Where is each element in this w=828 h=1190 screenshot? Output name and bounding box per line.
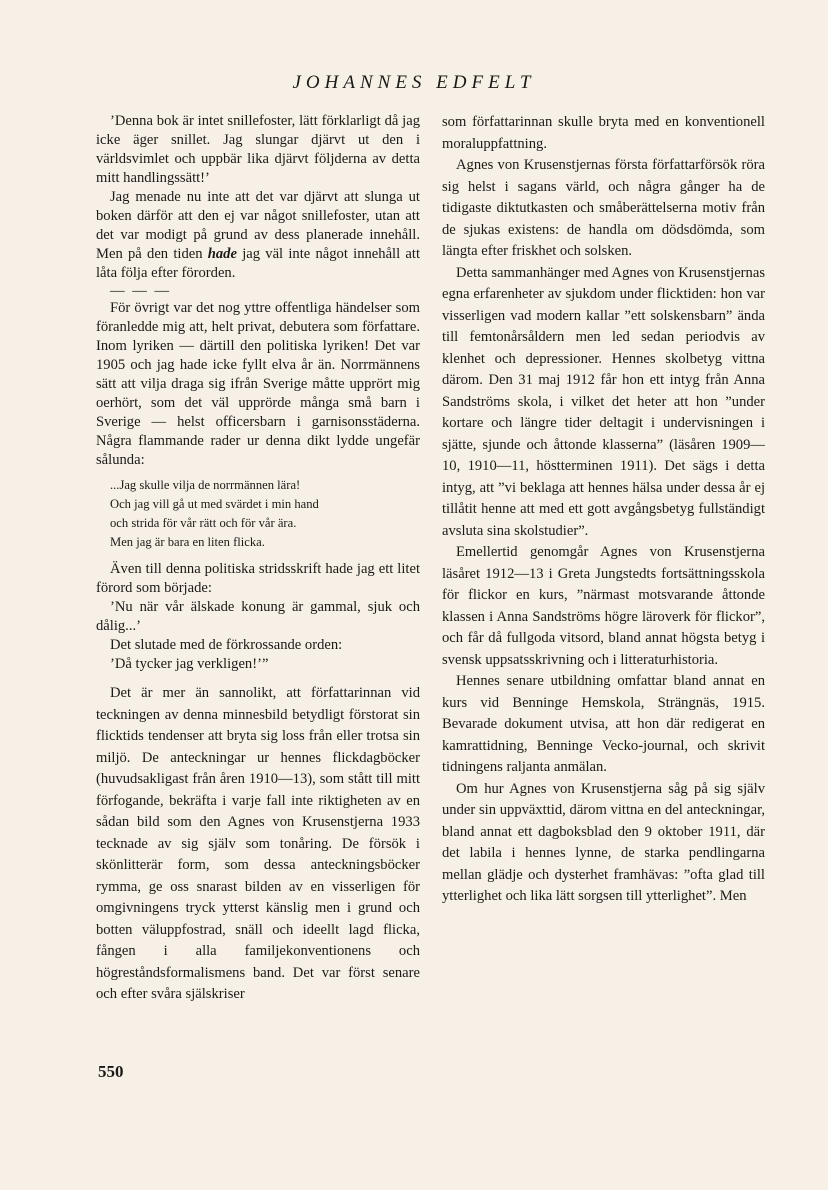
paragraph-illness: Detta sammanhänger med Agnes von Krusenstjernas egna erfarenheter av sjukdom under flicktiden: hon var visserligen vad modern kallar ”ett solskensbarn” ända till femtonårsåldern men led sedan periodvis av klenhet och depressioner. Hennes skolbetyg vittna därom. Den 31 maj 1912 får hon ett intyg från Anna Sandströms skola, i vilket det heter att hon ”under kortare och längre tider deltagit i undervisningen i sjätte, sjunde och åttonde klasserna” (läsåren 1909—10, 1910—11, höstterminen 1911). Det sägs i detta intyg, att ”vi beklaga att hennes hälsa under dessa år ej tillåtit henne att med ett gott avgångsbetyg fullständigt avsluta sina skolstudier”. — [442, 264, 765, 539]
paragraph-continuation: som författarinnan skulle bryta med en konventionell moraluppfattning. — [442, 114, 765, 152]
paragraph-later-education: Hennes senare utbildning omfattar bland annat en kurs vid Benninge Hemskola, Strängnäs, 1915. Bevarade dokument utvisa, att hon där redigerat en kamrattidning, Benninge Vecko-journal, och skrivit tidningens raljanta anmälan. — [442, 673, 765, 775]
quote-line: ’Då tycker jag verkligen!’” — [110, 656, 269, 672]
page-number: 550 — [98, 1062, 124, 1081]
emphasis-hade: hade — [207, 246, 237, 262]
paragraph-text: Jag menade nu inte att det var djärvt att slunga ut boken därför att den ej var något snillefoster, utan att det var modigt på grund av dess planerade innehåll. Men på den tiden — [96, 189, 420, 262]
paragraph-explanation — [96, 188, 420, 283]
poem-line: Och jag vill gå ut med svärdet i min hand — [110, 497, 319, 511]
paragraph-foreword-quote: ’Denna bok är intet snillefoster, lätt förklarligt då jag icke äger snillet. Jag slungar djärvt ut den i världsvimlet och uppbär lika djärvt följderna av detta mitt handlingssätt!’ — [96, 113, 420, 186]
left-column — [96, 112, 420, 1006]
poem-line: och strida för vår rätt och för vår ära. — [110, 516, 297, 530]
section-divider: — — — — [110, 283, 172, 299]
quote-line: Det slutade med de förkrossande orden: — [110, 637, 343, 653]
paragraph-debut: För övrigt var det nog yttre offentliga händelser som föranledde mig att, helt privat, debutera som författare. Inom lyriken — därtill den politiska lyriken! Det var 1905 och jag hade icke fyllt elva år än. Norrmännens sätt att vilja draga sig ifrån Sverige måtte upprört mig oerhört, som det väl upprörde många små barn i Sverige — helst officersbarn i garnisonsstäderna. Några flammande rader ur denna dikt lydde ungefär sålunda: — [96, 300, 420, 468]
poem-line: Men jag är bara en liten flicka. — [110, 535, 265, 549]
poem-excerpt — [110, 476, 420, 552]
paragraph-diaries: Det är mer än sannolikt, att författarinnan vid teckningen av denna minnesbild betydligt förstorat sin flicktids tendenser att bryta sig loss från eller trotsa sin miljö. De anteckningar ur hennes flickdagböcker (huvudsakligast från åren 1910—13), som stått till mitt förfogande, bekräfta i varje fall inte riktigheten av en sådan bild som den Agnes von Krusenstjerna 1933 tecknade av sig själv som tonåring. De försök i skönlitterär form, som dessa anteckningsböcker rymma, ge oss snarast bilden av en visserligen för omgivningens tryck ytterst känslig men i grund och botten väluppfostrad, snäll och ideellt lagd flicka, fången i alla familjekonventionens och högreståndsformalismens band. Det var först senare och efter svåra själskriser — [96, 685, 420, 1002]
quote-line: ’Nu när vår älskade konung är gammal, sjuk och dålig...’ — [96, 599, 420, 634]
paragraph-self-view: Om hur Agnes von Krusenstjerna såg på sig själv under sin uppväxttid, därom vittna en del anteckningar, bland annat ett dagboksblad den 9 oktober 1911, där det labila i hennes lynne, de starka pendlingarna mellan glädje och dysterhet framhävas: ”ofta glad till ytterlighet och lika lätt sorgsen till ytterlighet”. Men — [442, 780, 765, 904]
paragraph-political-foreword: Även till denna politiska stridsskrift hade jag ett litet förord som började: — [96, 561, 420, 596]
paragraph-text: jag väl inte något innehåll att låta följa efter förorden. — [96, 246, 420, 281]
paragraph-continuation-school: Emellertid genomgår Agnes von Krusenstjerna läsåret 1912—13 i Greta Jungstedts fortsättningsskola för flickor en kurs, ”närmast motsvarande åttonde klassen i Anna Sandströms högre läroverk för flickor”, och får då fullgoda vitsord, bland annat högsta betyg i svensk uppsatsskrivning och i litteraturhistoria. — [442, 544, 765, 668]
right-column — [442, 112, 765, 908]
poem-line: ...Jag skulle vilja de norrmännen lära! — [110, 478, 301, 492]
paragraph-first-attempts: Agnes von Krusenstjernas första författarförsök röra sig helst i sagans värld, och några gånger ha de tidigaste diktutkasten och småberättelserna motiv från de sjukas existens: de handla om dödsdömda, som längta efter friskhet och solsken. — [442, 157, 765, 259]
running-header: JOHANNES EDFELT — [292, 72, 536, 93]
